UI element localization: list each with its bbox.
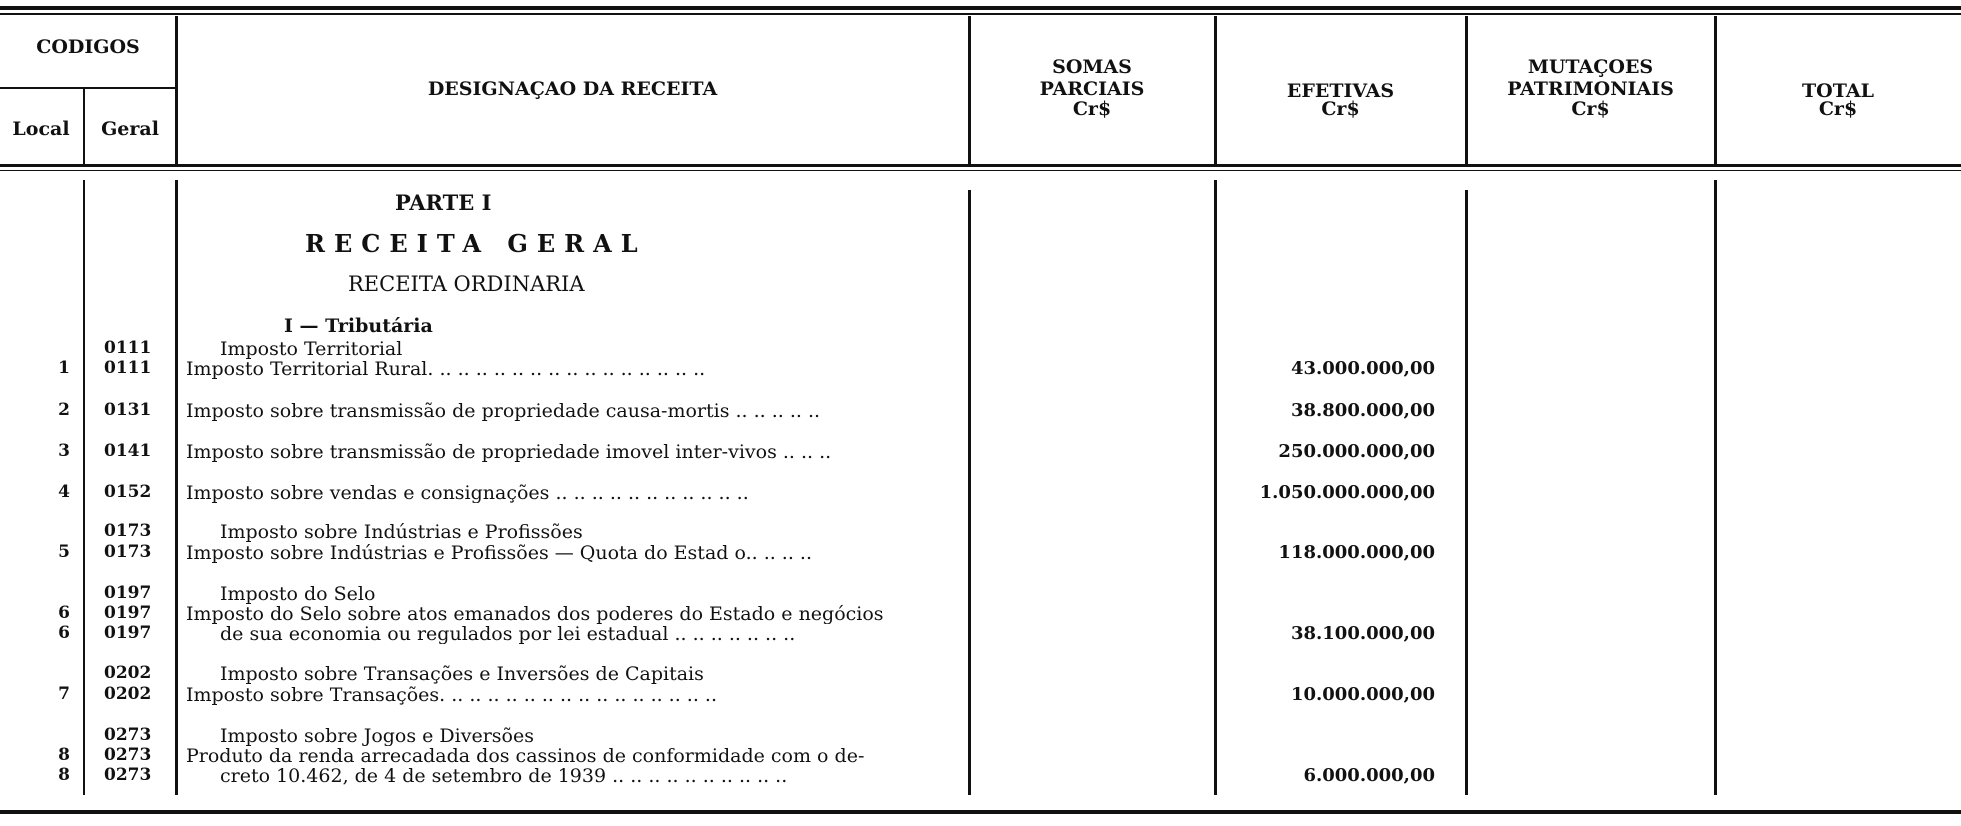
row-local-code: 4 (58, 482, 70, 502)
row-local-code: 3 (58, 441, 70, 461)
row-efetivas-value: 1.050.000.000,00 (1259, 482, 1435, 503)
row-efetivas-value: 250.000.000,00 (1278, 441, 1435, 462)
row-designacao: Produto da renda arrecadada dos cassinos de conformidade com o de- (186, 747, 865, 766)
top-rule-thin (0, 13, 1961, 15)
row-geral-code: 0141 (104, 441, 152, 461)
col-rule-mutacoes-total (1714, 16, 1717, 164)
header-mutacoes-3: Cr$ (1571, 98, 1610, 120)
row-geral-code: 0202 (104, 663, 152, 683)
header-total-1: TOTAL (1802, 80, 1874, 102)
codigos-divider (0, 87, 175, 89)
header-efetivas-1: EFETIVAS (1286, 80, 1395, 102)
row-local-code: 6 (58, 623, 70, 643)
row-designacao: Imposto sobre Jogos e Diversões (220, 727, 534, 746)
header-codigos: CODIGOS (36, 36, 140, 58)
header-bottom-rule (0, 164, 1961, 167)
row-efetivas-value: 38.800.000,00 (1290, 400, 1435, 421)
row-designacao: Imposto sobre transmissão de propriedade imovel inter-vivos .. .. .. (186, 443, 832, 462)
row-designacao: creto 10.462, de 4 de setembro de 1939 .. .. .. .. .. .. .. .. .. .. (220, 767, 788, 786)
row-designacao: Imposto do Selo sobre atos emanados dos poderes do Estado e negócios (186, 605, 884, 624)
col-rule-geral-desc (175, 16, 178, 164)
header-mutacoes-1: MUTAÇOES (1527, 56, 1654, 78)
row-designacao: Imposto sobre transmissão de propriedade causa-mortis .. .. .. .. .. (186, 402, 821, 421)
row-designacao: Imposto sobre vendas e consignações .. .. .. .. .. .. .. .. .. .. .. (186, 484, 749, 503)
header-efetivas-2: Cr$ (1321, 98, 1360, 120)
row-geral-code: 0273 (104, 725, 152, 745)
col-rule-somas-efetivas (1214, 16, 1217, 164)
row-designacao: Imposto sobre Indústrias e Profissões — Quota do Estad o.. .. .. .. (186, 544, 813, 563)
row-geral-code: 0111 (104, 338, 152, 358)
row-local-code: 8 (58, 745, 70, 765)
col-rule-desc-somas (968, 16, 971, 164)
row-local-code: 8 (58, 765, 70, 785)
header-local: Local (12, 118, 70, 140)
row-efetivas-value: 38.100.000,00 (1290, 623, 1435, 644)
row-local-code: 1 (58, 358, 70, 378)
col-rule-desc-somas-body (968, 190, 971, 795)
header-somas-1: SOMAS (1052, 56, 1132, 78)
row-local-code: 7 (58, 684, 70, 704)
row-local-code: 5 (58, 542, 70, 562)
header-bottom-rule-thin (0, 170, 1961, 171)
row-efetivas-value: 43.000.000,00 (1290, 358, 1435, 379)
row-local-code: 6 (58, 603, 70, 623)
col-rule-efetivas-mutacoes-body (1465, 190, 1468, 795)
row-geral-code: 0273 (104, 765, 152, 785)
row-designacao: Imposto sobre Transações. .. .. .. .. .. .. .. .. .. .. .. .. .. .. .. (186, 686, 717, 705)
row-geral-code: 0111 (104, 358, 152, 378)
row-designacao: Imposto do Selo (220, 585, 376, 604)
row-geral-code: 0173 (104, 521, 152, 541)
row-designacao: de sua economia ou regulados por lei estadual .. .. .. .. .. .. .. (220, 625, 796, 644)
row-efetivas-value: 10.000.000,00 (1290, 684, 1435, 705)
header-somas-3: Cr$ (1072, 98, 1112, 120)
bottom-rule (0, 810, 1961, 814)
header-geral: Geral (101, 118, 159, 140)
col-rule-local-geral-body (83, 180, 85, 795)
row-efetivas-value: 6.000.000,00 (1303, 765, 1435, 786)
header-total-2: Cr$ (1818, 98, 1858, 120)
header-mutacoes-2: PATRIMONIAIS (1507, 78, 1674, 100)
row-geral-code: 0197 (104, 583, 152, 603)
row-geral-code: 0197 (104, 623, 152, 643)
heading-receita-geral: RECEITA GERAL (305, 229, 647, 258)
header-somas-2: PARCIAIS (1039, 78, 1145, 100)
col-rule-efetivas-mutacoes (1465, 16, 1468, 164)
row-designacao: Imposto sobre Transações e Inversões de Capitais (220, 665, 704, 684)
row-geral-code: 0131 (104, 400, 152, 420)
row-geral-code: 0273 (104, 745, 152, 765)
row-designacao: Imposto Territorial Rural. .. .. .. .. .. .. .. .. .. .. .. .. .. .. .. (186, 360, 706, 379)
row-geral-code: 0202 (104, 684, 152, 704)
col-rule-mutacoes-total-body (1714, 180, 1717, 795)
heading-receita-ordinaria: RECEITA ORDINARIA (348, 272, 585, 296)
row-efetivas-value: 118.000.000,00 (1278, 542, 1435, 563)
row-geral-code: 0197 (104, 603, 152, 623)
header-designacao: DESIGNAÇAO DA RECEITA (427, 78, 718, 100)
heading-tributaria: I — Tributária (284, 315, 433, 337)
row-geral-code: 0173 (104, 542, 152, 562)
top-rule (0, 6, 1961, 10)
row-local-code: 2 (58, 400, 70, 420)
row-designacao: Imposto sobre Indústrias e Profissões (220, 523, 583, 542)
row-geral-code: 0152 (104, 482, 152, 502)
row-designacao: Imposto Territorial (220, 340, 403, 359)
col-rule-local-geral (83, 87, 85, 164)
heading-parte: PARTE I (395, 190, 492, 215)
col-rule-geral-desc-body (175, 180, 178, 795)
